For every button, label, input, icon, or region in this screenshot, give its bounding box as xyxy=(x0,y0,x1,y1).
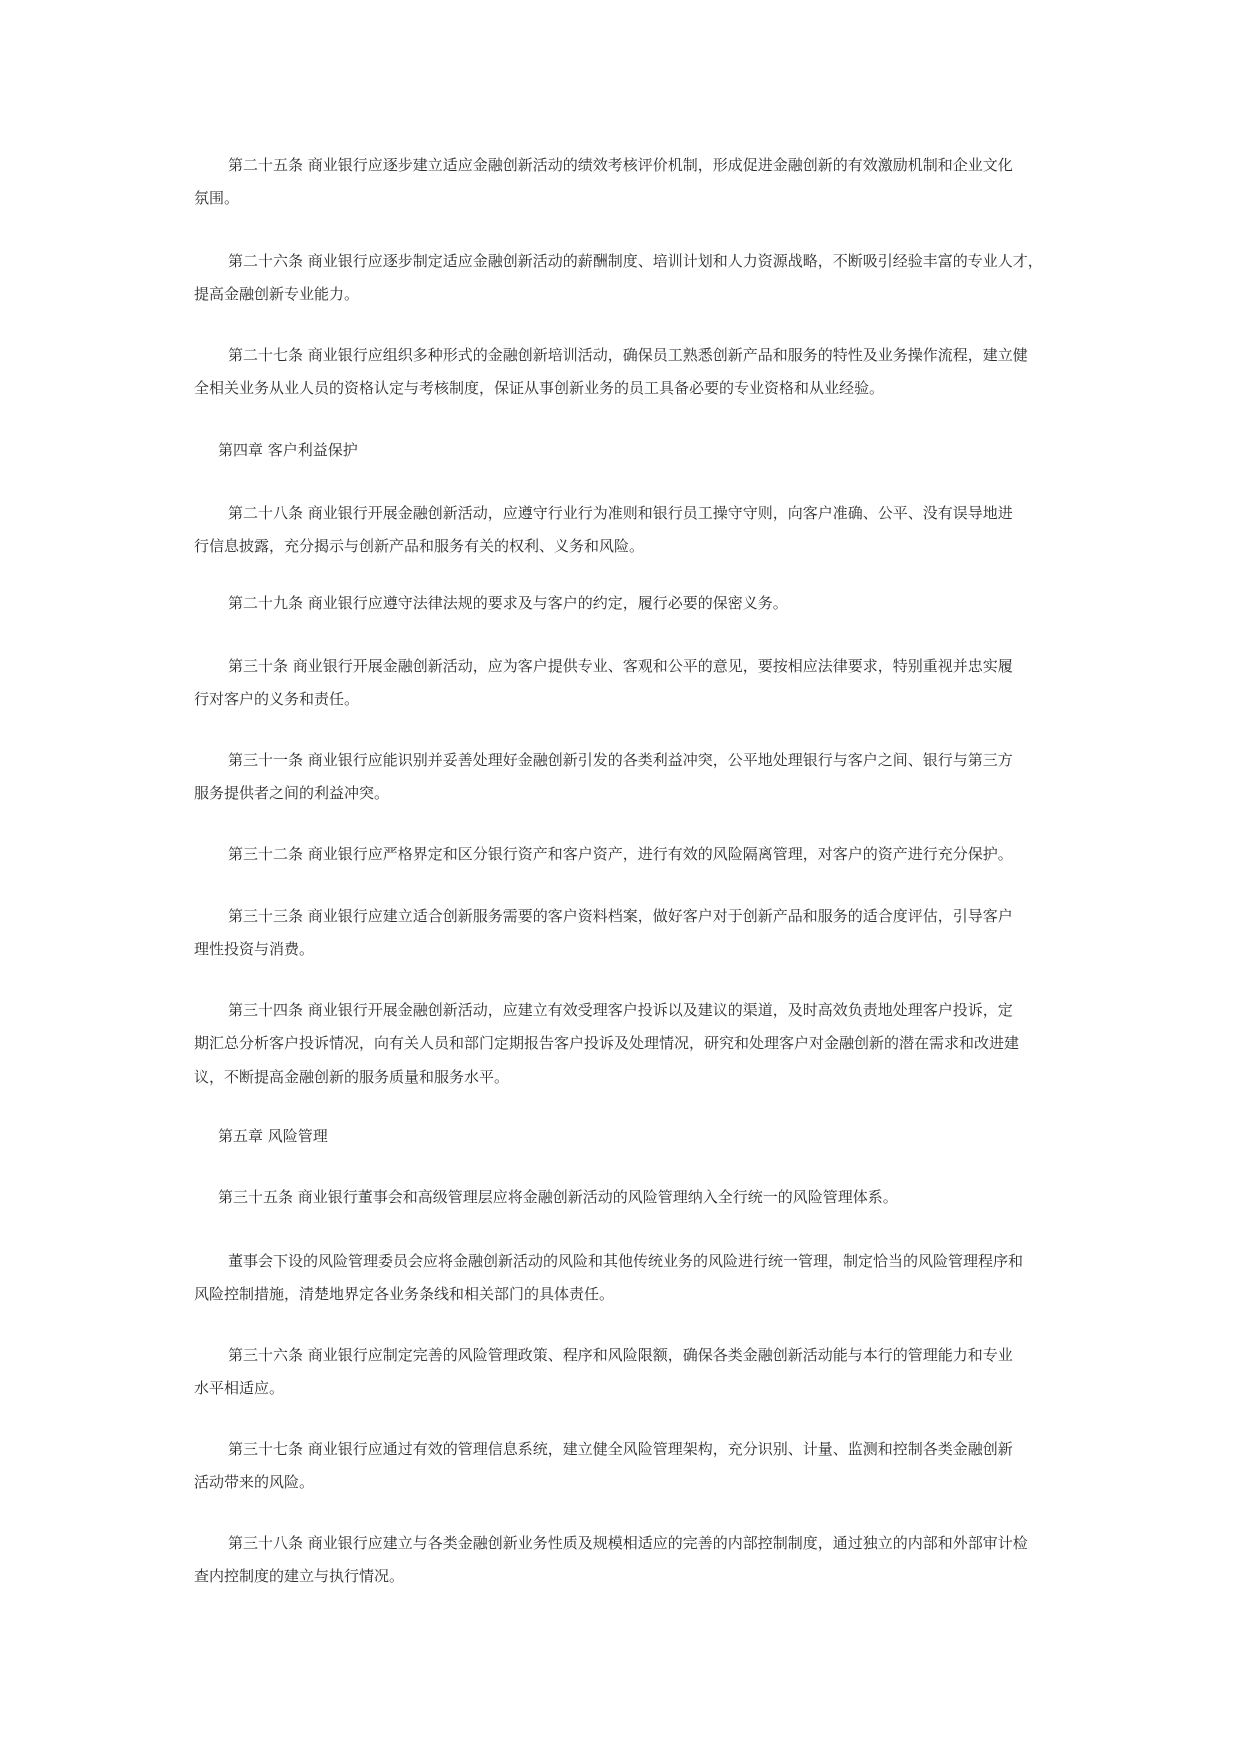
article-26-line-2: 提高金融创新专业能力。 xyxy=(194,285,360,303)
article-38-line-1: 第三十八条 商业银行应建立与各类金融创新业务性质及规模相适应的完善的内部控制制度，通过独立的内部和外部审计检 xyxy=(228,1534,1028,1552)
article-28-line-2: 行信息披露，充分揭示与创新产品和服务有关的权利、义务和风险。 xyxy=(194,537,645,555)
article-34-line-3: 议，不断提高金融创新的服务质量和服务水平。 xyxy=(194,1068,510,1086)
article-35b-line-2: 风险控制措施，清楚地界定各业务条线和相关部门的具体责任。 xyxy=(194,1285,615,1303)
article-31-line-2: 服务提供者之间的利益冲突。 xyxy=(194,784,390,802)
article-32-line-1: 第三十二条 商业银行应严格界定和区分银行资产和客户资产，进行有效的风险隔离管理，对客户的资产进行充分保护。 xyxy=(228,845,1013,863)
article-28-line-1: 第二十八条 商业银行开展金融创新活动，应遵守行业行为准则和银行员工操守守则，向客户准确、公平、没有误导地进 xyxy=(228,504,1013,522)
article-34-line-1: 第三十四条 商业银行开展金融创新活动，应建立有效受理客户投诉以及建议的渠道，及时高效负责地处理客户投诉，定 xyxy=(228,1001,1013,1019)
article-29-line-1: 第二十九条 商业银行应遵守法律法规的要求及与客户的约定，履行必要的保密义务。 xyxy=(228,594,788,612)
article-25-line-1: 第二十五条 商业银行应逐步建立适应金融创新活动的绩效考核评价机制，形成促进金融创新的有效激励机制和企业文化 xyxy=(228,156,1013,174)
article-38-line-2: 查内控制度的建立与执行情况。 xyxy=(194,1567,405,1585)
article-31-line-1: 第三十一条 商业银行应能识别并妥善处理好金融创新引发的各类利益冲突，公平地处理银行与客户之间、银行与第三方 xyxy=(228,751,1013,769)
article-36-line-1: 第三十六条 商业银行应制定完善的风险管理政策、程序和风险限额，确保各类金融创新活动能与本行的管理能力和专业 xyxy=(228,1346,1013,1364)
article-27-line-1: 第二十七条 商业银行应组织多种形式的金融创新培训活动，确保员工熟悉创新产品和服务的特性及业务操作流程，建立健 xyxy=(228,346,1028,364)
article-35b-line-1: 董事会下设的风险管理委员会应将金融创新活动的风险和其他传统业务的风险进行统一管理，制定恰当的风险管理程序和 xyxy=(228,1252,1024,1270)
article-25-line-2: 氛围。 xyxy=(194,189,240,207)
article-34-line-2: 期汇总分析客户投诉情况，向有关人员和部门定期报告客户投诉及处理情况，研究和处理客户对金融创新的潜在需求和改进建 xyxy=(194,1034,1020,1052)
chapter-5-heading: 第五章 风险管理 xyxy=(218,1127,328,1145)
article-27-line-2: 全相关业务从业人员的资格认定与考核制度，保证从事创新业务的员工具备必要的专业资格和从业经验。 xyxy=(194,379,885,397)
article-26-line-1: 第二十六条 商业银行应逐步制定适应金融创新活动的薪酬制度、培训计划和人力资源战略，不断吸引经验丰富的专业人才， xyxy=(228,252,1043,270)
article-33-line-1: 第三十三条 商业银行应建立适合创新服务需要的客户资料档案，做好客户对于创新产品和服务的适合度评估，引导客户 xyxy=(228,907,1013,925)
article-30-line-2: 行对客户的义务和责任。 xyxy=(194,690,360,708)
article-37-line-1: 第三十七条 商业银行应通过有效的管理信息系统，建立健全风险管理架构，充分识别、计量、监测和控制各类金融创新 xyxy=(228,1440,1013,1458)
article-36-line-2: 水平相适应。 xyxy=(194,1379,285,1397)
article-37-line-2: 活动带来的风险。 xyxy=(194,1473,315,1491)
article-33-line-2: 理性投资与消费。 xyxy=(194,940,315,958)
article-30-line-1: 第三十条 商业银行开展金融创新活动，应为客户提供专业、客观和公平的意见，要按相应法律要求，特别重视并忠实履 xyxy=(228,657,1013,675)
article-35: 第三十五条 商业银行董事会和高级管理层应将金融创新活动的风险管理纳入全行统一的风险管理体系。 xyxy=(218,1188,898,1206)
chapter-4-heading: 第四章 客户利益保护 xyxy=(218,441,358,459)
